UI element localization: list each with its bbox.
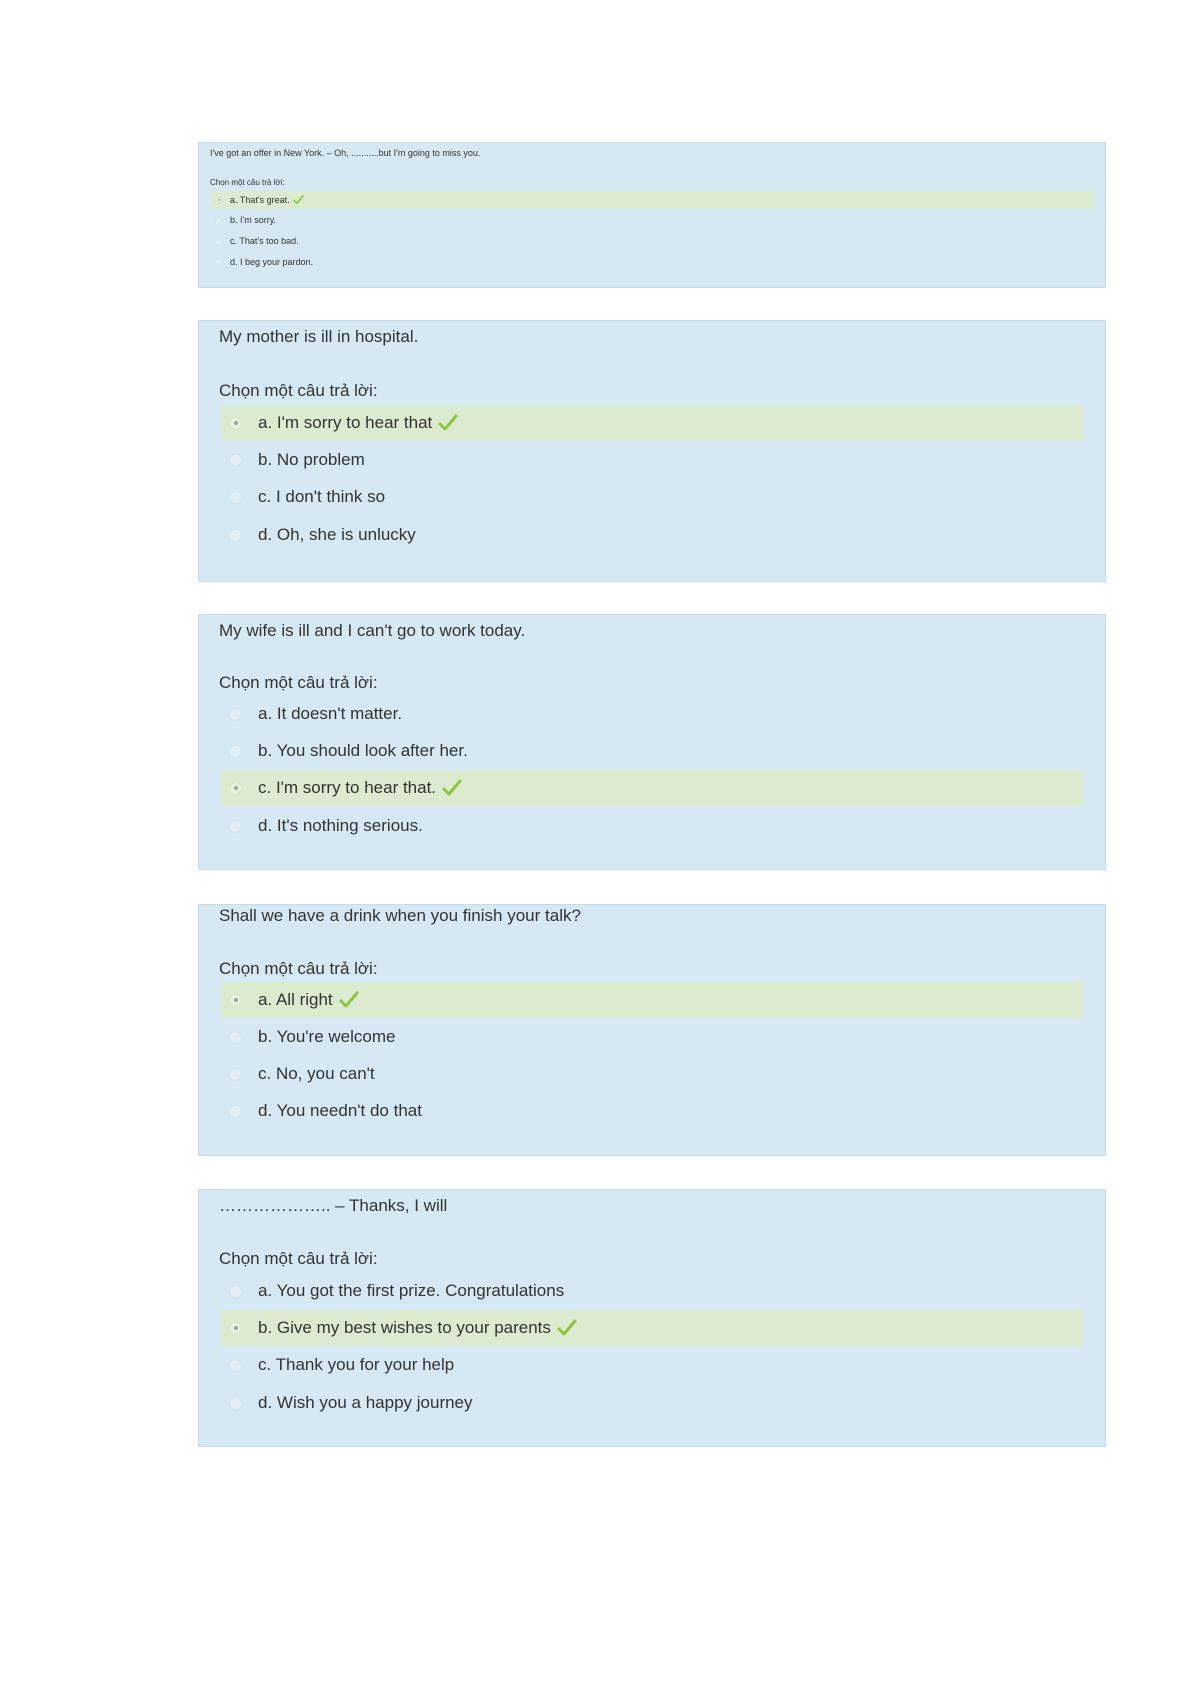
- radio-icon[interactable]: [229, 529, 242, 542]
- radio-icon[interactable]: [215, 197, 222, 204]
- answer-label: a. All right: [258, 990, 333, 1009]
- radio-icon[interactable]: [215, 238, 222, 245]
- radio-icon[interactable]: [229, 1359, 242, 1372]
- answer-label: b. You should look after her.: [258, 741, 468, 760]
- answer-option-d[interactable]: [211, 253, 1093, 271]
- answer-label: a. You got the first prize. Congratulations: [258, 1281, 565, 1300]
- check-icon: [293, 195, 304, 205]
- answer-prompt: Chọn một câu trả lời:: [210, 178, 285, 187]
- question-text: I've got an offer in New York. – Oh, ...........but I'm going to miss you.: [210, 148, 481, 158]
- answer-prompt: Chọn một câu trả lời:: [219, 1249, 378, 1268]
- answer-label: b. I'm sorry.: [230, 215, 277, 225]
- answer-option-d[interactable]: [221, 808, 1083, 844]
- question-text: ……………….. – Thanks, I will: [219, 1196, 448, 1215]
- radio-icon[interactable]: [229, 994, 242, 1007]
- answer-label: c. I'm sorry to hear that.: [258, 778, 437, 797]
- answer-prompt: Chọn một câu trả lời:: [219, 381, 378, 400]
- answer-option-a[interactable]: [221, 405, 1083, 441]
- answer-option-a[interactable]: [221, 1273, 1083, 1309]
- answer-label: d. Oh, she is unlucky: [258, 525, 416, 544]
- check-icon: [438, 414, 458, 432]
- radio-icon[interactable]: [229, 782, 242, 795]
- answer-label: b. No problem: [258, 450, 365, 469]
- answer-prompt: Chọn một câu trả lời:: [219, 673, 378, 692]
- question-card-1: [198, 142, 1106, 288]
- check-icon: [557, 1319, 577, 1337]
- radio-icon[interactable]: [215, 259, 222, 266]
- answer-option-b[interactable]: [221, 1310, 1083, 1346]
- radio-icon[interactable]: [229, 1068, 242, 1081]
- radio-icon[interactable]: [229, 820, 242, 833]
- answer-option-d[interactable]: [221, 517, 1083, 553]
- radio-icon[interactable]: [229, 1285, 242, 1298]
- answer-label: c. Thank you for your help: [258, 1355, 455, 1374]
- question-text: Shall we have a drink when you finish your talk?: [219, 906, 581, 925]
- answer-label: a. It doesn't matter.: [258, 704, 403, 723]
- answer-option-d[interactable]: [221, 1093, 1083, 1129]
- question-card-4: [198, 904, 1106, 1156]
- answer-label: d. It's nothing serious.: [258, 816, 423, 835]
- answer-option-b[interactable]: [221, 733, 1083, 769]
- radio-icon[interactable]: [229, 1031, 242, 1044]
- answer-option-c[interactable]: [221, 479, 1083, 515]
- answer-option-c[interactable]: [221, 770, 1083, 806]
- answer-option-a[interactable]: [211, 191, 1093, 209]
- radio-icon[interactable]: [229, 708, 242, 721]
- answer-label: d. I beg your pardon.: [230, 257, 314, 267]
- answer-option-c[interactable]: [221, 1347, 1083, 1383]
- answer-label: c. I don't think so: [258, 487, 386, 506]
- answer-label: c. No, you can't: [258, 1064, 375, 1083]
- answer-label: a. I'm sorry to hear that: [258, 413, 433, 432]
- answer-label: c. That's too bad.: [230, 236, 299, 246]
- answer-option-b[interactable]: [221, 1019, 1083, 1055]
- radio-icon[interactable]: [229, 491, 242, 504]
- check-icon: [442, 779, 462, 797]
- question-card-3: [198, 614, 1106, 870]
- radio-icon[interactable]: [229, 1397, 242, 1410]
- radio-icon[interactable]: [229, 454, 242, 467]
- answer-option-b[interactable]: [211, 211, 1093, 229]
- answer-option-a[interactable]: [221, 982, 1083, 1018]
- question-card-2: [198, 320, 1106, 582]
- answer-option-d[interactable]: [221, 1385, 1083, 1421]
- radio-icon[interactable]: [229, 1322, 242, 1335]
- question-text: My mother is ill in hospital.: [219, 327, 419, 346]
- answer-prompt: Chọn một câu trả lời:: [219, 959, 378, 978]
- answer-label: a. That's great.: [230, 195, 290, 205]
- answer-option-a[interactable]: [221, 696, 1083, 732]
- answer-label: b. You're welcome: [258, 1027, 396, 1046]
- question-card-5: [198, 1189, 1106, 1447]
- radio-icon[interactable]: [229, 1105, 242, 1118]
- answer-option-c[interactable]: [211, 232, 1093, 250]
- answer-option-b[interactable]: [221, 442, 1083, 478]
- check-icon: [339, 991, 359, 1009]
- answer-label: d. You needn't do that: [258, 1101, 422, 1120]
- question-text: My wife is ill and I can't go to work today.: [219, 621, 526, 640]
- radio-icon[interactable]: [229, 417, 242, 430]
- answer-option-c[interactable]: [221, 1056, 1083, 1092]
- radio-icon[interactable]: [215, 217, 222, 224]
- answer-label: d. Wish you a happy journey: [258, 1393, 473, 1412]
- answer-label: b. Give my best wishes to your parents: [258, 1318, 551, 1337]
- radio-icon[interactable]: [229, 745, 242, 758]
